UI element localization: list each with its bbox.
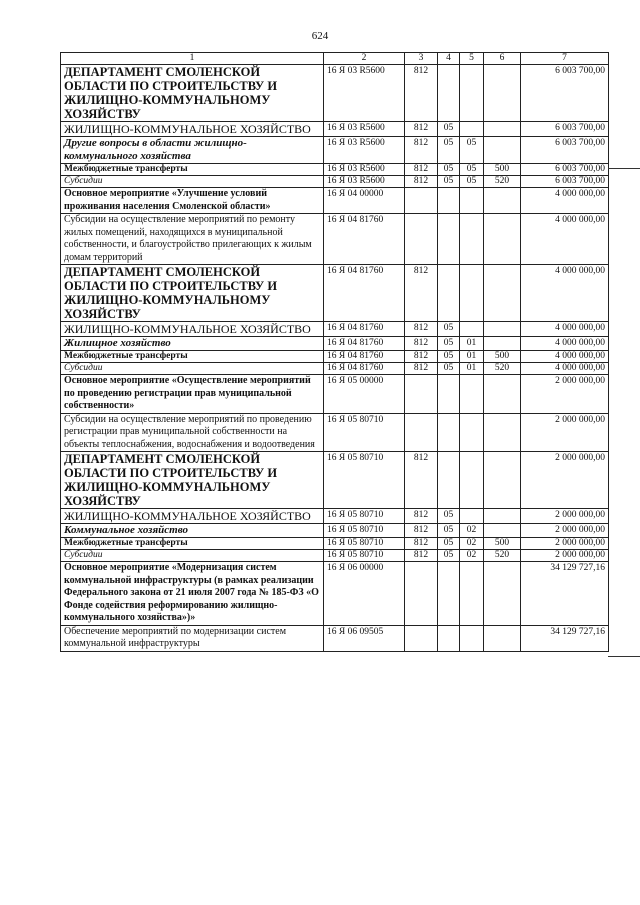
grbs-code xyxy=(405,625,438,651)
expense-type-code: 500 xyxy=(484,538,521,550)
table-row xyxy=(61,375,609,414)
grbs-code: 812 xyxy=(405,524,438,538)
amount: 2 000 000,00 xyxy=(521,413,609,452)
expense-type-code xyxy=(484,265,521,322)
grbs-code xyxy=(405,562,438,626)
table-row xyxy=(61,65,609,122)
target-code: 16 Я 03 R5600 xyxy=(324,65,405,122)
subsection-code: 05 xyxy=(460,176,484,188)
target-code: 16 Я 06 00000 xyxy=(324,562,405,626)
row-name: ДЕПАРТАМЕНТ СМОЛЕНСКОЙ ОБЛАСТИ ПО СТРОИТЕЛЬСТВУ И ЖИЛИЩНО-КОММУНАЛЬНОМУ ХОЗЯЙСТВУ xyxy=(61,65,324,122)
grbs-code: 812 xyxy=(405,363,438,375)
subsection-code xyxy=(460,452,484,509)
grbs-code xyxy=(405,214,438,265)
row-name: ЖИЛИЩНО-КОММУНАЛЬНОЕ ХОЗЯЙСТВО xyxy=(61,322,324,337)
section-code xyxy=(438,625,460,651)
section-code: 05 xyxy=(438,351,460,363)
subsection-code xyxy=(460,265,484,322)
section-code xyxy=(438,65,460,122)
section-code xyxy=(438,214,460,265)
margin-mark xyxy=(608,656,640,657)
grbs-code: 812 xyxy=(405,322,438,337)
grbs-code: 812 xyxy=(405,122,438,137)
section-code: 05 xyxy=(438,363,460,375)
grbs-code: 812 xyxy=(405,351,438,363)
expense-type-code xyxy=(484,413,521,452)
expense-type-code xyxy=(484,337,521,351)
grbs-code: 812 xyxy=(405,538,438,550)
table-row xyxy=(61,137,609,164)
amount: 2 000 000,00 xyxy=(521,550,609,562)
subsection-code: 02 xyxy=(460,524,484,538)
subsection-code xyxy=(460,562,484,626)
expense-type-code xyxy=(484,375,521,414)
row-name: Обеспечение мероприятий по модернизации систем коммунальной инфраструктуры xyxy=(61,625,324,651)
row-name: Субсидии на осуществление мероприятий по ремонту жилых помещений, находящихся в муниципальной собственности, и благоустройство прилегающих к жилым домам территорий xyxy=(61,214,324,265)
expense-type-code: 520 xyxy=(484,550,521,562)
target-code: 16 Я 04 81760 xyxy=(324,363,405,375)
subsection-code xyxy=(460,188,484,214)
expense-type-code xyxy=(484,322,521,337)
page-number: 624 xyxy=(311,30,329,42)
row-name: Жилищное хозяйство xyxy=(61,337,324,351)
header-col-4: 4 xyxy=(438,53,460,65)
expense-type-code xyxy=(484,188,521,214)
subsection-code: 01 xyxy=(460,363,484,375)
amount: 2 000 000,00 xyxy=(521,538,609,550)
table-row xyxy=(61,413,609,452)
row-name: ЖИЛИЩНО-КОММУНАЛЬНОЕ ХОЗЯЙСТВО xyxy=(61,509,324,524)
subsection-code: 02 xyxy=(460,538,484,550)
header-col-7: 7 xyxy=(521,53,609,65)
subsection-code xyxy=(460,65,484,122)
row-name: ЖИЛИЩНО-КОММУНАЛЬНОЕ ХОЗЯЙСТВО xyxy=(61,122,324,137)
target-code: 16 Я 03 R5600 xyxy=(324,137,405,164)
subsection-code xyxy=(460,375,484,414)
amount: 2 000 000,00 xyxy=(521,524,609,538)
grbs-code: 812 xyxy=(405,452,438,509)
section-code: 05 xyxy=(438,509,460,524)
subsection-code xyxy=(460,509,484,524)
amount: 6 003 700,00 xyxy=(521,137,609,164)
amount: 6 003 700,00 xyxy=(521,65,609,122)
section-code xyxy=(438,413,460,452)
subsection-code: 01 xyxy=(460,337,484,351)
row-name: ДЕПАРТАМЕНТ СМОЛЕНСКОЙ ОБЛАСТИ ПО СТРОИТЕЛЬСТВУ И ЖИЛИЩНО-КОММУНАЛЬНОМУ ХОЗЯЙСТВУ xyxy=(61,452,324,509)
target-code: 16 Я 04 81760 xyxy=(324,322,405,337)
expense-type-code xyxy=(484,509,521,524)
row-name: Межбюджетные трансферты xyxy=(61,538,324,550)
target-code: 16 Я 04 81760 xyxy=(324,337,405,351)
table-row xyxy=(61,337,609,351)
section-code: 05 xyxy=(438,322,460,337)
target-code: 16 Я 04 81760 xyxy=(324,351,405,363)
table-row xyxy=(61,188,609,214)
table-row xyxy=(61,214,609,265)
subsection-code: 05 xyxy=(460,137,484,164)
header-col-6: 6 xyxy=(484,53,521,65)
target-code: 16 Я 04 81760 xyxy=(324,265,405,322)
table-row xyxy=(61,351,609,363)
table-row xyxy=(61,164,609,176)
target-code: 16 Я 05 80710 xyxy=(324,524,405,538)
row-name: Основное мероприятие «Модернизация систем коммунальной инфраструктуры (в рамках реализации Федерального закона от 21 июля 2007 года № 185-ФЗ «О Фонде содействия реформированию жилищно-коммунального хозяйства»)» xyxy=(61,562,324,626)
target-code: 16 Я 06 09505 xyxy=(324,625,405,651)
section-code: 05 xyxy=(438,550,460,562)
section-code xyxy=(438,265,460,322)
amount: 4 000 000,00 xyxy=(521,214,609,265)
subsection-code xyxy=(460,122,484,137)
amount: 6 003 700,00 xyxy=(521,164,609,176)
grbs-code: 812 xyxy=(405,176,438,188)
target-code: 16 Я 05 80710 xyxy=(324,413,405,452)
amount: 2 000 000,00 xyxy=(521,509,609,524)
row-name: Основное мероприятие «Осуществление мероприятий по проведению регистрации прав муниципальной собственности» xyxy=(61,375,324,414)
subsection-code xyxy=(460,413,484,452)
target-code: 16 Я 05 80710 xyxy=(324,550,405,562)
target-code: 16 Я 04 81760 xyxy=(324,214,405,265)
section-code xyxy=(438,375,460,414)
amount: 4 000 000,00 xyxy=(521,188,609,214)
row-name: Межбюджетные трансферты xyxy=(61,164,324,176)
subsection-code xyxy=(460,214,484,265)
target-code: 16 Я 05 00000 xyxy=(324,375,405,414)
table-row xyxy=(61,524,609,538)
row-name: Субсидии xyxy=(61,176,324,188)
expense-type-code xyxy=(484,214,521,265)
row-name: Другие вопросы в области жилищно-коммунального хозяйства xyxy=(61,137,324,164)
amount: 34 129 727,16 xyxy=(521,625,609,651)
table-row xyxy=(61,322,609,337)
amount: 6 003 700,00 xyxy=(521,176,609,188)
target-code: 16 Я 04 00000 xyxy=(324,188,405,214)
grbs-code xyxy=(405,375,438,414)
table-row xyxy=(61,265,609,322)
table-row xyxy=(61,122,609,137)
table-row xyxy=(61,176,609,188)
expense-type-code: 500 xyxy=(484,351,521,363)
amount: 4 000 000,00 xyxy=(521,265,609,322)
margin-mark xyxy=(608,168,640,169)
header-col-5: 5 xyxy=(460,53,484,65)
header-col-1: 1 xyxy=(61,53,324,65)
grbs-code: 812 xyxy=(405,164,438,176)
section-code: 05 xyxy=(438,176,460,188)
table-row xyxy=(61,538,609,550)
grbs-code: 812 xyxy=(405,137,438,164)
amount: 34 129 727,16 xyxy=(521,562,609,626)
row-name: Основное мероприятие «Улучшение условий проживания населения Смоленской области» xyxy=(61,188,324,214)
header-col-2: 2 xyxy=(324,53,405,65)
target-code: 16 Я 03 R5600 xyxy=(324,176,405,188)
amount: 6 003 700,00 xyxy=(521,122,609,137)
section-code: 05 xyxy=(438,164,460,176)
grbs-code: 812 xyxy=(405,337,438,351)
budget-table xyxy=(60,52,609,652)
row-name: Субсидии xyxy=(61,550,324,562)
amount: 4 000 000,00 xyxy=(521,363,609,375)
expense-type-code xyxy=(484,562,521,626)
amount: 4 000 000,00 xyxy=(521,322,609,337)
section-code: 05 xyxy=(438,337,460,351)
table-row xyxy=(61,363,609,375)
header-col-3: 3 xyxy=(405,53,438,65)
expense-type-code xyxy=(484,122,521,137)
target-code: 16 Я 05 80710 xyxy=(324,452,405,509)
target-code: 16 Я 03 R5600 xyxy=(324,122,405,137)
grbs-code xyxy=(405,413,438,452)
expense-type-code xyxy=(484,452,521,509)
expense-type-code xyxy=(484,137,521,164)
section-code xyxy=(438,188,460,214)
expense-type-code: 520 xyxy=(484,176,521,188)
target-code: 16 Я 03 R5600 xyxy=(324,164,405,176)
target-code: 16 Я 05 80710 xyxy=(324,538,405,550)
grbs-code: 812 xyxy=(405,509,438,524)
grbs-code: 812 xyxy=(405,65,438,122)
target-code: 16 Я 05 80710 xyxy=(324,509,405,524)
subsection-code: 05 xyxy=(460,164,484,176)
section-code: 05 xyxy=(438,122,460,137)
subsection-code xyxy=(460,322,484,337)
section-code: 05 xyxy=(438,137,460,164)
expense-type-code xyxy=(484,524,521,538)
subsection-code: 01 xyxy=(460,351,484,363)
section-code xyxy=(438,452,460,509)
row-name: Коммунальное хозяйство xyxy=(61,524,324,538)
table-row xyxy=(61,562,609,626)
expense-type-code: 520 xyxy=(484,363,521,375)
section-code xyxy=(438,562,460,626)
subsection-code: 02 xyxy=(460,550,484,562)
row-name: Субсидии на осуществление мероприятий по проведению регистрации прав муниципальной собственности на объекты теплоснабжения, водоснабжения и водоотведения xyxy=(61,413,324,452)
grbs-code xyxy=(405,188,438,214)
row-name: Субсидии xyxy=(61,363,324,375)
amount: 4 000 000,00 xyxy=(521,351,609,363)
grbs-code: 812 xyxy=(405,265,438,322)
grbs-code: 812 xyxy=(405,550,438,562)
table-row xyxy=(61,452,609,509)
amount: 4 000 000,00 xyxy=(521,337,609,351)
table-row xyxy=(61,625,609,651)
table-row xyxy=(61,509,609,524)
expense-type-code: 500 xyxy=(484,164,521,176)
row-name: ДЕПАРТАМЕНТ СМОЛЕНСКОЙ ОБЛАСТИ ПО СТРОИТЕЛЬСТВУ И ЖИЛИЩНО-КОММУНАЛЬНОМУ ХОЗЯЙСТВУ xyxy=(61,265,324,322)
expense-type-code xyxy=(484,625,521,651)
row-name: Межбюджетные трансферты xyxy=(61,351,324,363)
section-code: 05 xyxy=(438,524,460,538)
table-row xyxy=(61,550,609,562)
amount: 2 000 000,00 xyxy=(521,375,609,414)
table-header-row xyxy=(61,53,609,65)
subsection-code xyxy=(460,625,484,651)
section-code: 05 xyxy=(438,538,460,550)
expense-type-code xyxy=(484,65,521,122)
amount: 2 000 000,00 xyxy=(521,452,609,509)
